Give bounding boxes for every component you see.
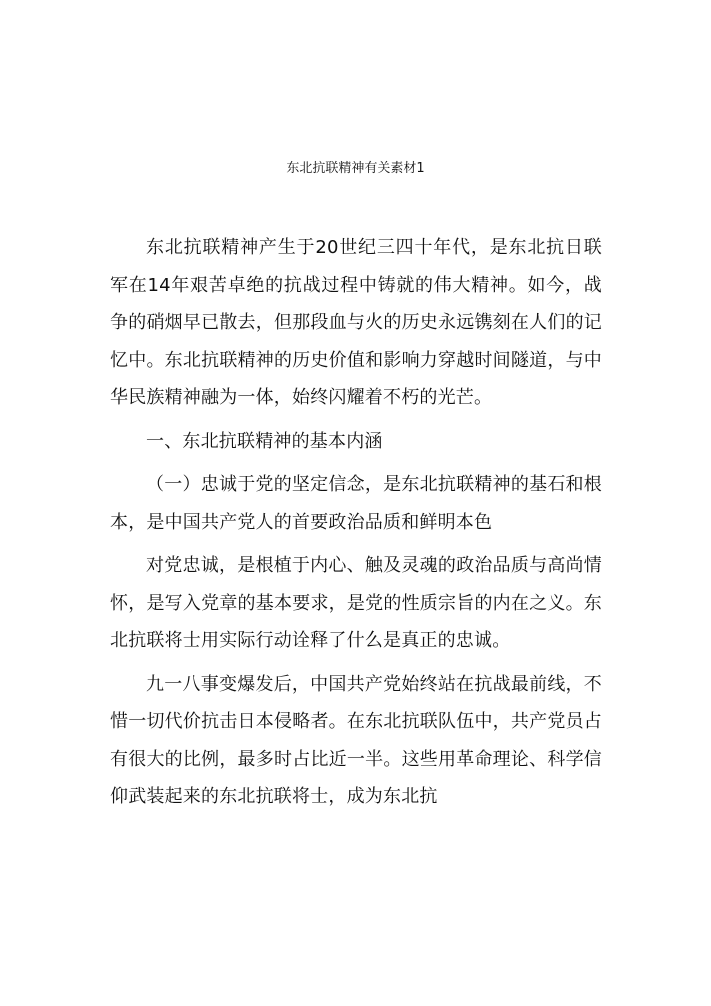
document-body (110, 229, 602, 816)
section-heading: 一、东北抗联精神的基本内涵 (146, 430, 383, 452)
paragraph-intro: 东北抗联精神产生于20世纪三四十年代，是东北抗日联军在14年艰苦卓绝的抗战过程中铸就的伟大精神。如今，战争的硝烟早已散去，但那段血与火的历史永远镌刻在人们的记忆中。东北抗联精神的历史价值和影响力穿越时间隧道，与中华民族精神融为一体，始终闪耀着不朽的光芒。 (110, 237, 602, 408)
subsection-heading: （一）忠诚于党的坚定信念，是东北抗联精神的基石和根本，是中国共产党人的首要政治品质和鲜明本色 (110, 474, 602, 533)
paragraph-loyalty: 对党忠诚，是根植于内心、触及灵魂的政治品质与高尚情怀，是写入党章的基本要求，是党的性质宗旨的内在之义。东北抗联将士用实际行动诠释了什么是真正的忠诚。 (110, 555, 602, 651)
document-title: 东北抗联精神有关素材1 (286, 161, 425, 176)
paragraph-history: 九一八事变爆发后，中国共产党始终站在抗战最前线，不惜一切代价抗击日本侵略者。在东北抗联队伍中，共产党员占有很大的比例，最多时占比近一半。这些用革命理论、科学信仰武装起来的东北抗联将士，成为东北抗 (110, 673, 602, 807)
